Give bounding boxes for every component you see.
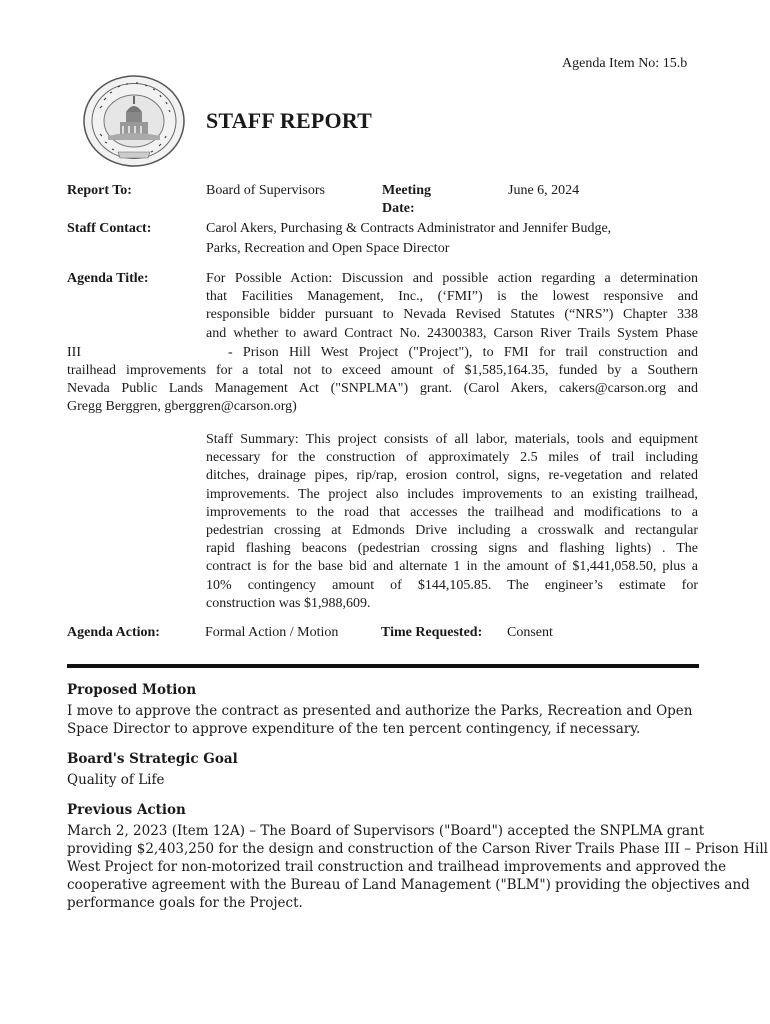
staff-summary-line: improvements to the road that accesses the trailhead and modifications to a bbox=[206, 504, 698, 520]
proposed-motion-line: I move to approve the contract as presented and authorize the Parks, Recreation and Open bbox=[67, 703, 693, 719]
staff-summary-line: 10% contingency amount of $144,105.85. The engineer’s estimate for bbox=[206, 577, 698, 593]
staff-summary-line: rapid flashing beacons (pedestrian crossing signs and flashing lights) . The bbox=[206, 541, 698, 557]
agenda-title-iii: III bbox=[67, 345, 81, 360]
agenda-action-label: Agenda Action: bbox=[67, 625, 160, 640]
strategic-goal-value: Quality of Life bbox=[67, 772, 165, 788]
strategic-goal-heading: Board's Strategic Goal bbox=[67, 751, 238, 767]
previous-action-heading: Previous Action bbox=[67, 802, 186, 818]
meeting-date-label-line1: Meeting bbox=[382, 183, 431, 198]
staff-summary-line: Staff Summary: This project consists of all labor, materials, tools and equipment bbox=[206, 432, 698, 447]
staff-summary-line: necessary for the construction of approximately 2.5 miles of trail including bbox=[206, 450, 698, 466]
time-requested-label: Time Requested: bbox=[381, 625, 483, 640]
staff-summary-line: pedestrian crossing at Edmonds Drive including a crosswalk and rectangular bbox=[206, 523, 698, 539]
section-divider bbox=[67, 664, 699, 668]
agenda-action-value: Formal Action / Motion bbox=[205, 625, 339, 640]
proposed-motion-body bbox=[67, 702, 692, 738]
proposed-motion-heading: Proposed Motion bbox=[67, 682, 197, 698]
meeting-date-value: June 6, 2024 bbox=[508, 183, 580, 198]
staff-summary-block bbox=[206, 431, 698, 613]
agenda-title-line: that Facilities Management, Inc., (‘FMI”) is the lowest responsive and bbox=[206, 289, 698, 305]
agenda-title-line: responsible bidder pursuant to Nevada Revised Statutes (“NRS”) Chapter 338 bbox=[206, 307, 698, 323]
previous-action-body bbox=[67, 822, 768, 912]
previous-action-line: cooperative agreement with the Bureau of Land Management ("BLM") providing the objectives and bbox=[67, 877, 750, 893]
staff-summary-line: construction was $1,988,609. bbox=[206, 595, 371, 611]
previous-action-line: March 2, 2023 (Item 12A) – The Board of Supervisors ("Board") accepted the SNPLMA grant bbox=[67, 823, 705, 839]
staff-summary-line: ditches, drainage pipes, rip/rap, erosion control, signs, re-vegetation and related bbox=[206, 468, 698, 484]
meeting-date-label-line2: Date: bbox=[382, 201, 415, 216]
previous-action-line: providing $2,403,250 for the design and construction of the Carson River Trails Phase III – Prison Hill bbox=[67, 841, 768, 857]
carson-city-seal bbox=[82, 74, 186, 168]
previous-action-line: West Project for non-motorized trail construction and trailhead improvements and approved the bbox=[67, 859, 727, 875]
proposed-motion-line: Space Director to approve expenditure of the ten percent contingency, if necessary. bbox=[67, 721, 641, 737]
agenda-title-block bbox=[206, 270, 698, 343]
staff-contact-line2: Parks, Recreation and Open Space Director bbox=[206, 241, 450, 256]
time-requested-value: Consent bbox=[507, 625, 553, 640]
staff-summary-line: improvements. The project also includes improvements to an existing trailhead, bbox=[206, 486, 698, 502]
report-to-label: Report To: bbox=[67, 183, 132, 198]
agenda-item-number: Agenda Item No: 15.b bbox=[562, 56, 688, 71]
staff-contact-line1: Carol Akers, Purchasing & Contracts Administrator and Jennifer Budge, bbox=[206, 221, 612, 236]
agenda-title-full-block bbox=[67, 362, 698, 417]
report-to-value: Board of Supervisors bbox=[206, 183, 325, 198]
staff-contact-label: Staff Contact: bbox=[67, 221, 152, 236]
agenda-title-line: - Prison Hill West Project ("Project"), to FMI for trail construction and bbox=[228, 345, 698, 360]
agenda-title-label: Agenda Title: bbox=[67, 271, 149, 286]
agenda-title-line: and whether to award Contract No. 24300383, Carson River Trails System Phase bbox=[206, 325, 698, 341]
agenda-title-line: trailhead improvements for a total not to exceed amount of $1,585,164.35, funded by a Southern bbox=[67, 363, 698, 378]
page-title: STAFF REPORT bbox=[206, 108, 373, 133]
agenda-title-line: For Possible Action: Discussion and possible action regarding a determination bbox=[206, 271, 698, 286]
agenda-title-line: Gregg Berggren, gberggren@carson.org) bbox=[67, 399, 297, 415]
staff-summary-line: contract is for the base bid and alternate 1 in the amount of $1,441,058.50, plus a bbox=[206, 559, 698, 575]
previous-action-line: performance goals for the Project. bbox=[67, 895, 303, 911]
agenda-title-line: Nevada Public Lands Management Act ("SNPLMA") grant. (Carol Akers, cakers@carson.org and bbox=[67, 381, 698, 397]
